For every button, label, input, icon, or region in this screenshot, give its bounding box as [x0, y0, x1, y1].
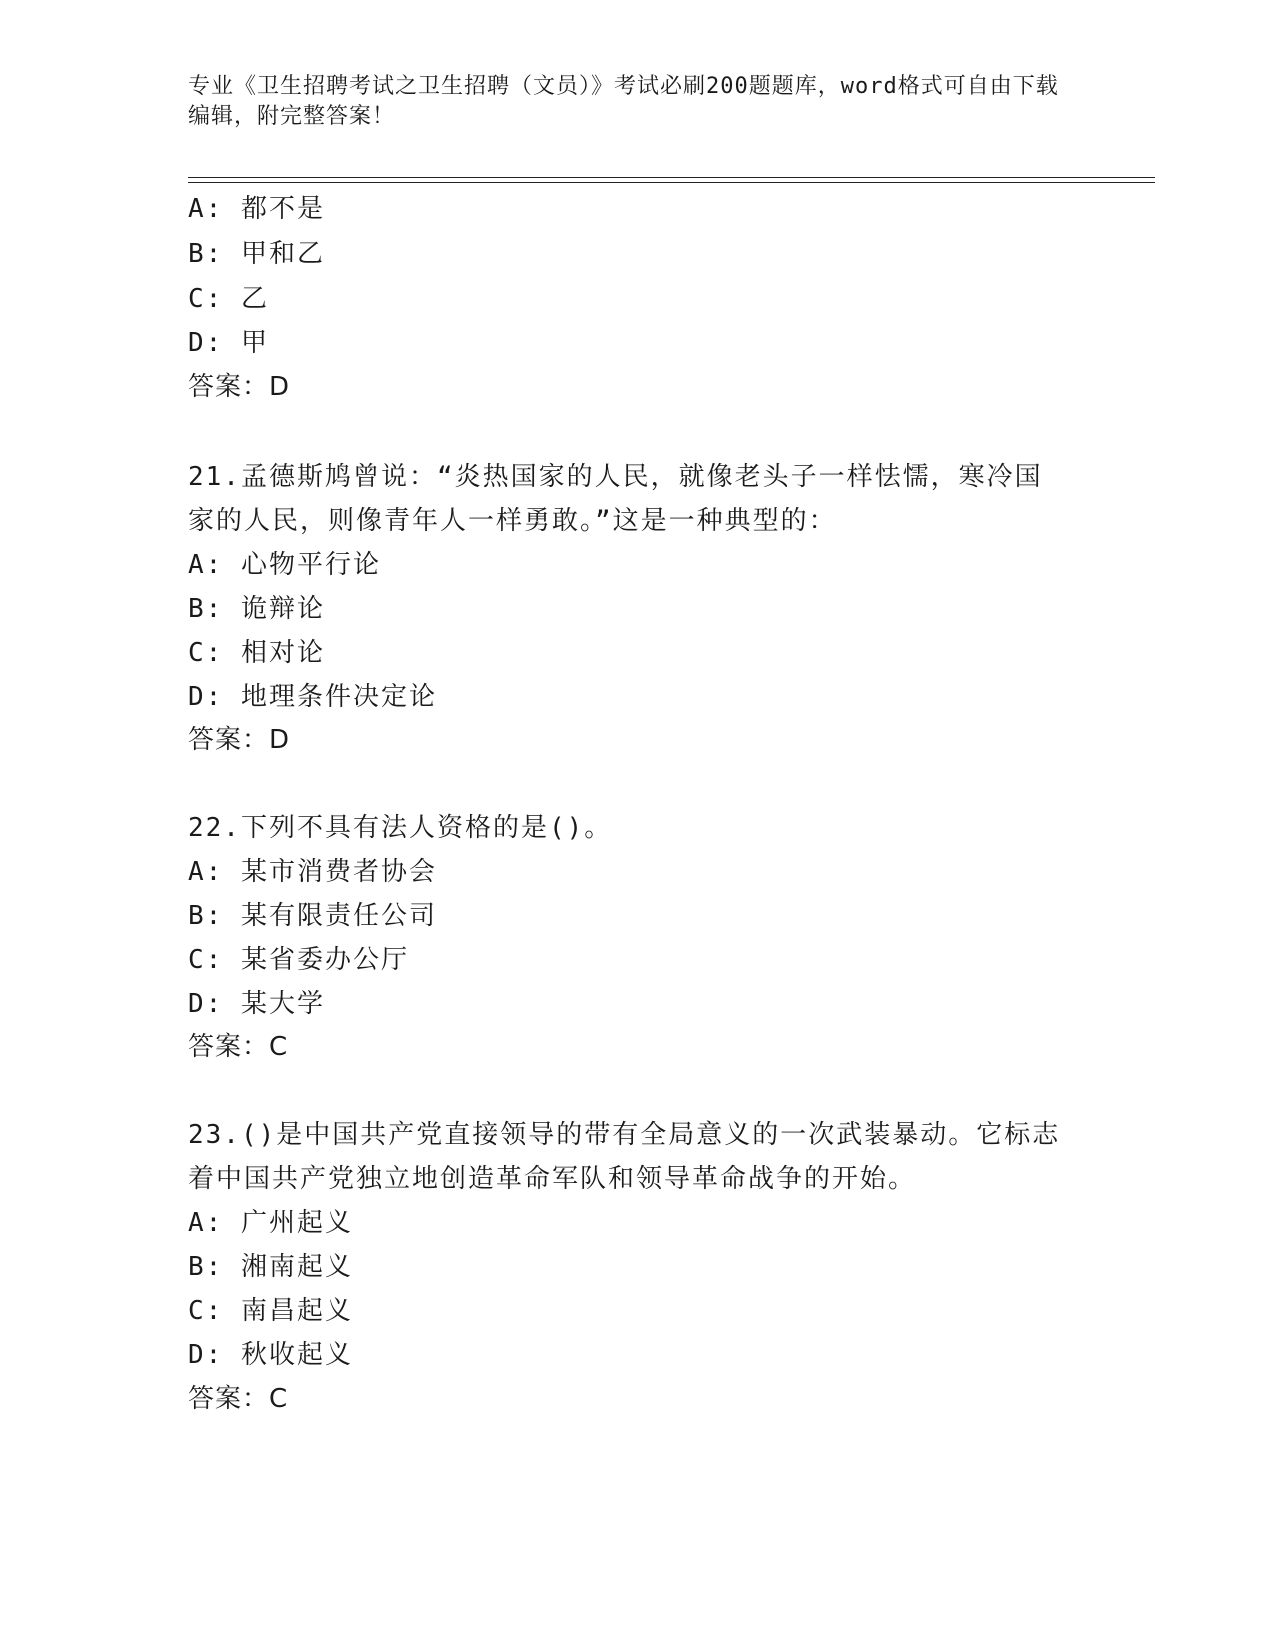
option-a	[188, 542, 381, 588]
header-intro-text: 专业《卫生招聘考试之卫生招聘（文员）》考试必刷200题题库，word格式可自由下载编辑，附完整答案！	[188, 74, 1059, 129]
option-letter: D:	[188, 1340, 224, 1370]
option-letter: C:	[188, 1296, 224, 1326]
option-a	[188, 849, 437, 895]
answer-line: 答案：C	[188, 1384, 289, 1414]
option-letter: A:	[188, 1208, 224, 1238]
option-text: 甲和乙	[240, 239, 325, 269]
option-text: 秋收起义	[240, 1340, 353, 1370]
question-stem-continued: 家的人民，则像青年人一样勇敢。”这是一种典型的：	[188, 506, 837, 536]
option-d	[188, 1332, 353, 1378]
option-b	[188, 586, 325, 632]
option-text: 某省委办公厅	[240, 945, 409, 975]
option-text: 甲	[240, 328, 269, 358]
option-c	[188, 630, 325, 676]
option-letter: B:	[188, 239, 224, 269]
option-letter: D:	[188, 989, 224, 1019]
option-b	[188, 1244, 353, 1290]
option-c	[188, 276, 269, 322]
question-stem: 21.孟德斯鸠曾说：“炎热国家的人民，就像老头子一样怯懦，寒冷国	[188, 462, 1043, 492]
option-c	[188, 1288, 353, 1334]
question-stem: 23.()是中国共产党直接领导的带有全局意义的一次武装暴动。它标志	[188, 1120, 1061, 1150]
option-text: 相对论	[240, 638, 325, 668]
option-text: 某市消费者协会	[240, 857, 437, 887]
option-letter: C:	[188, 284, 224, 314]
option-letter: B:	[188, 594, 224, 624]
option-text: 湘南起义	[240, 1252, 353, 1282]
option-d	[188, 320, 269, 366]
answer-line: 答案：D	[188, 372, 291, 402]
document-header	[188, 72, 1068, 132]
question-stem-continued: 着中国共产党独立地创造革命军队和领导革命战争的开始。	[188, 1164, 917, 1194]
answer-line: 答案：D	[188, 725, 291, 755]
header-divider-bottom	[188, 182, 1155, 183]
option-letter: C:	[188, 945, 224, 975]
option-letter: B:	[188, 901, 224, 931]
option-text: 乙	[240, 284, 269, 314]
option-letter: A:	[188, 857, 224, 887]
option-letter: D:	[188, 328, 224, 358]
option-a	[188, 1200, 353, 1246]
question-list	[188, 186, 1088, 1446]
option-text: 某大学	[240, 989, 325, 1019]
option-letter: B:	[188, 1252, 224, 1282]
option-b	[188, 893, 437, 939]
option-c	[188, 937, 409, 983]
option-a	[188, 186, 325, 232]
option-b	[188, 231, 325, 277]
option-text: 南昌起义	[240, 1296, 353, 1326]
option-text: 心物平行论	[240, 550, 381, 580]
option-d	[188, 674, 437, 720]
option-letter: C:	[188, 638, 224, 668]
option-letter: A:	[188, 550, 224, 580]
header-divider-top	[188, 177, 1155, 178]
option-text: 某有限责任公司	[240, 901, 437, 931]
option-text: 地理条件决定论	[240, 682, 437, 712]
option-letter: D:	[188, 682, 224, 712]
option-d	[188, 981, 325, 1027]
answer-line: 答案：C	[188, 1032, 289, 1062]
question-stem: 22.下列不具有法人资格的是()。	[188, 813, 613, 843]
option-text: 广州起义	[240, 1208, 353, 1238]
option-text: 都不是	[240, 194, 325, 224]
option-letter: A:	[188, 194, 224, 224]
option-text: 诡辩论	[240, 594, 325, 624]
